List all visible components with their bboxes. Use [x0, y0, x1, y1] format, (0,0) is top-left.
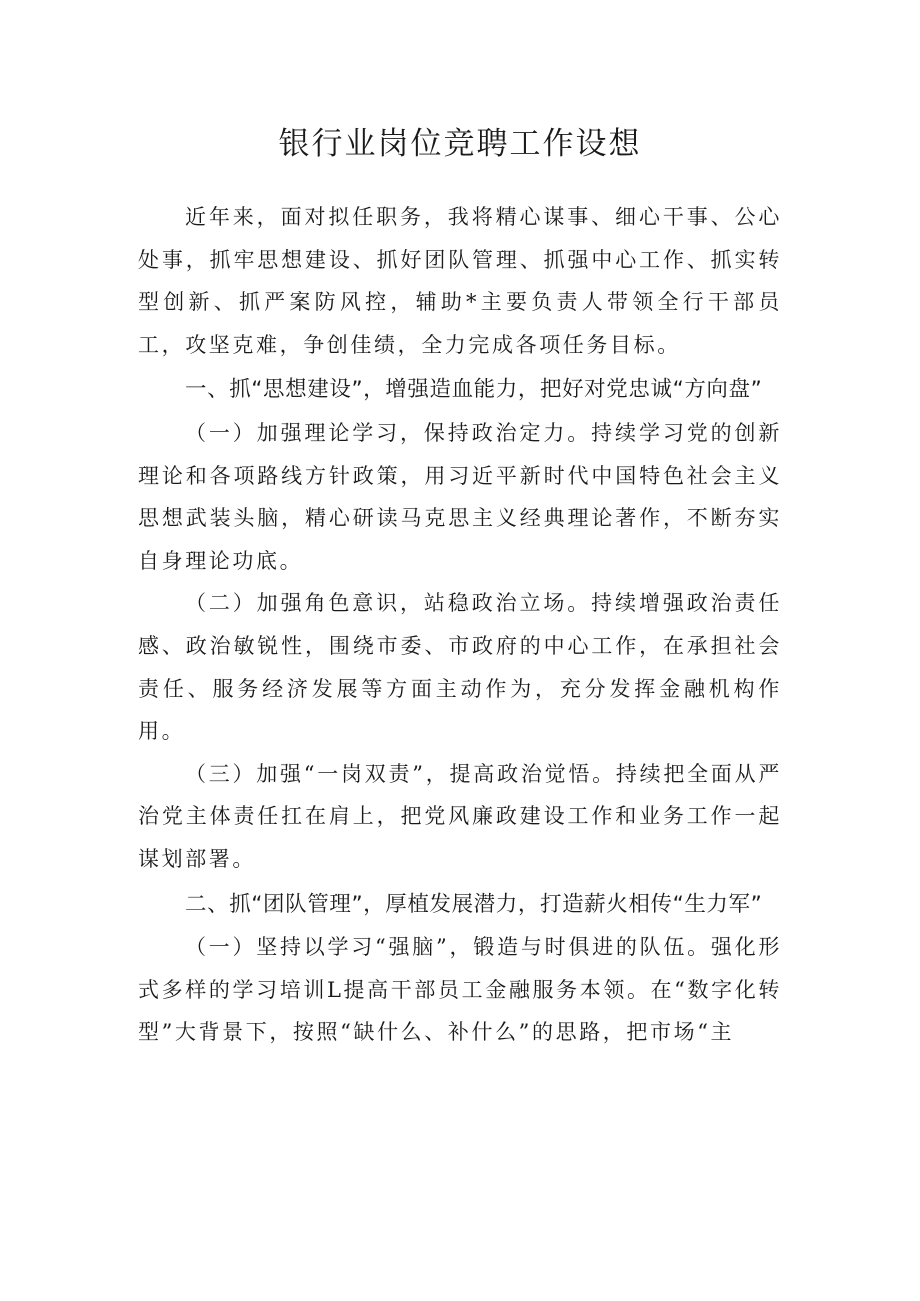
section-1-item-1: （一）加强理论学习，保持政治定力。持续学习党的创新理论和各项路线方针政策，用习近平新时代中国特色社会主义思想武装头脑，精心研读马克思主义经典理论著作，不断夯实自身理论功底。 — [138, 420, 782, 573]
intro-paragraph: 近年来，面对拟任职务，我将精心谋事、细心干事、公心处事，抓牢思想建设、抓好团队管理、抓强中心工作、抓实转型创新、抓严案防风控，辅助*主要负责人带领全行干部员工，攻坚克难，争创佳绩，全力完成各项任务目标。 — [138, 205, 782, 357]
section-1-item-2: （二）加强角色意识，站稳政治立场。持续增强政治责任感、政治敏锐性，围绕市委、市政府的中心工作，在承担社会责任、服务经济发展等方面主动作为，充分发挥金融机构作用。 — [138, 591, 782, 744]
section-1-item-3: （三）加强“一岗双责”，提高政治觉悟。持续把全面从严治党主体责任扛在肩上，把党风廉政建设工作和业务工作一起谋划部署。 — [138, 761, 782, 871]
section-heading-2: 二、抓“团队管理”，厚植发展潜力，打造薪火相传“生力军” — [185, 891, 763, 917]
document-title: 银行业岗位竞聘工作设想 — [278, 126, 642, 162]
document-body — [138, 196, 782, 1054]
section-heading-1: 一、抓“思想建设”，增强造血能力，把好对党忠诚“方向盘” — [185, 377, 763, 403]
section-2-item-1: （一）坚持以学习“强脑”，锻造与时俱进的队伍。强化形式多样的学习培训L提高干部员工金融服务本领。在“数字化转型”大背景下，按照“缺什么、补什么”的思路，把市场“主 — [138, 935, 782, 1045]
